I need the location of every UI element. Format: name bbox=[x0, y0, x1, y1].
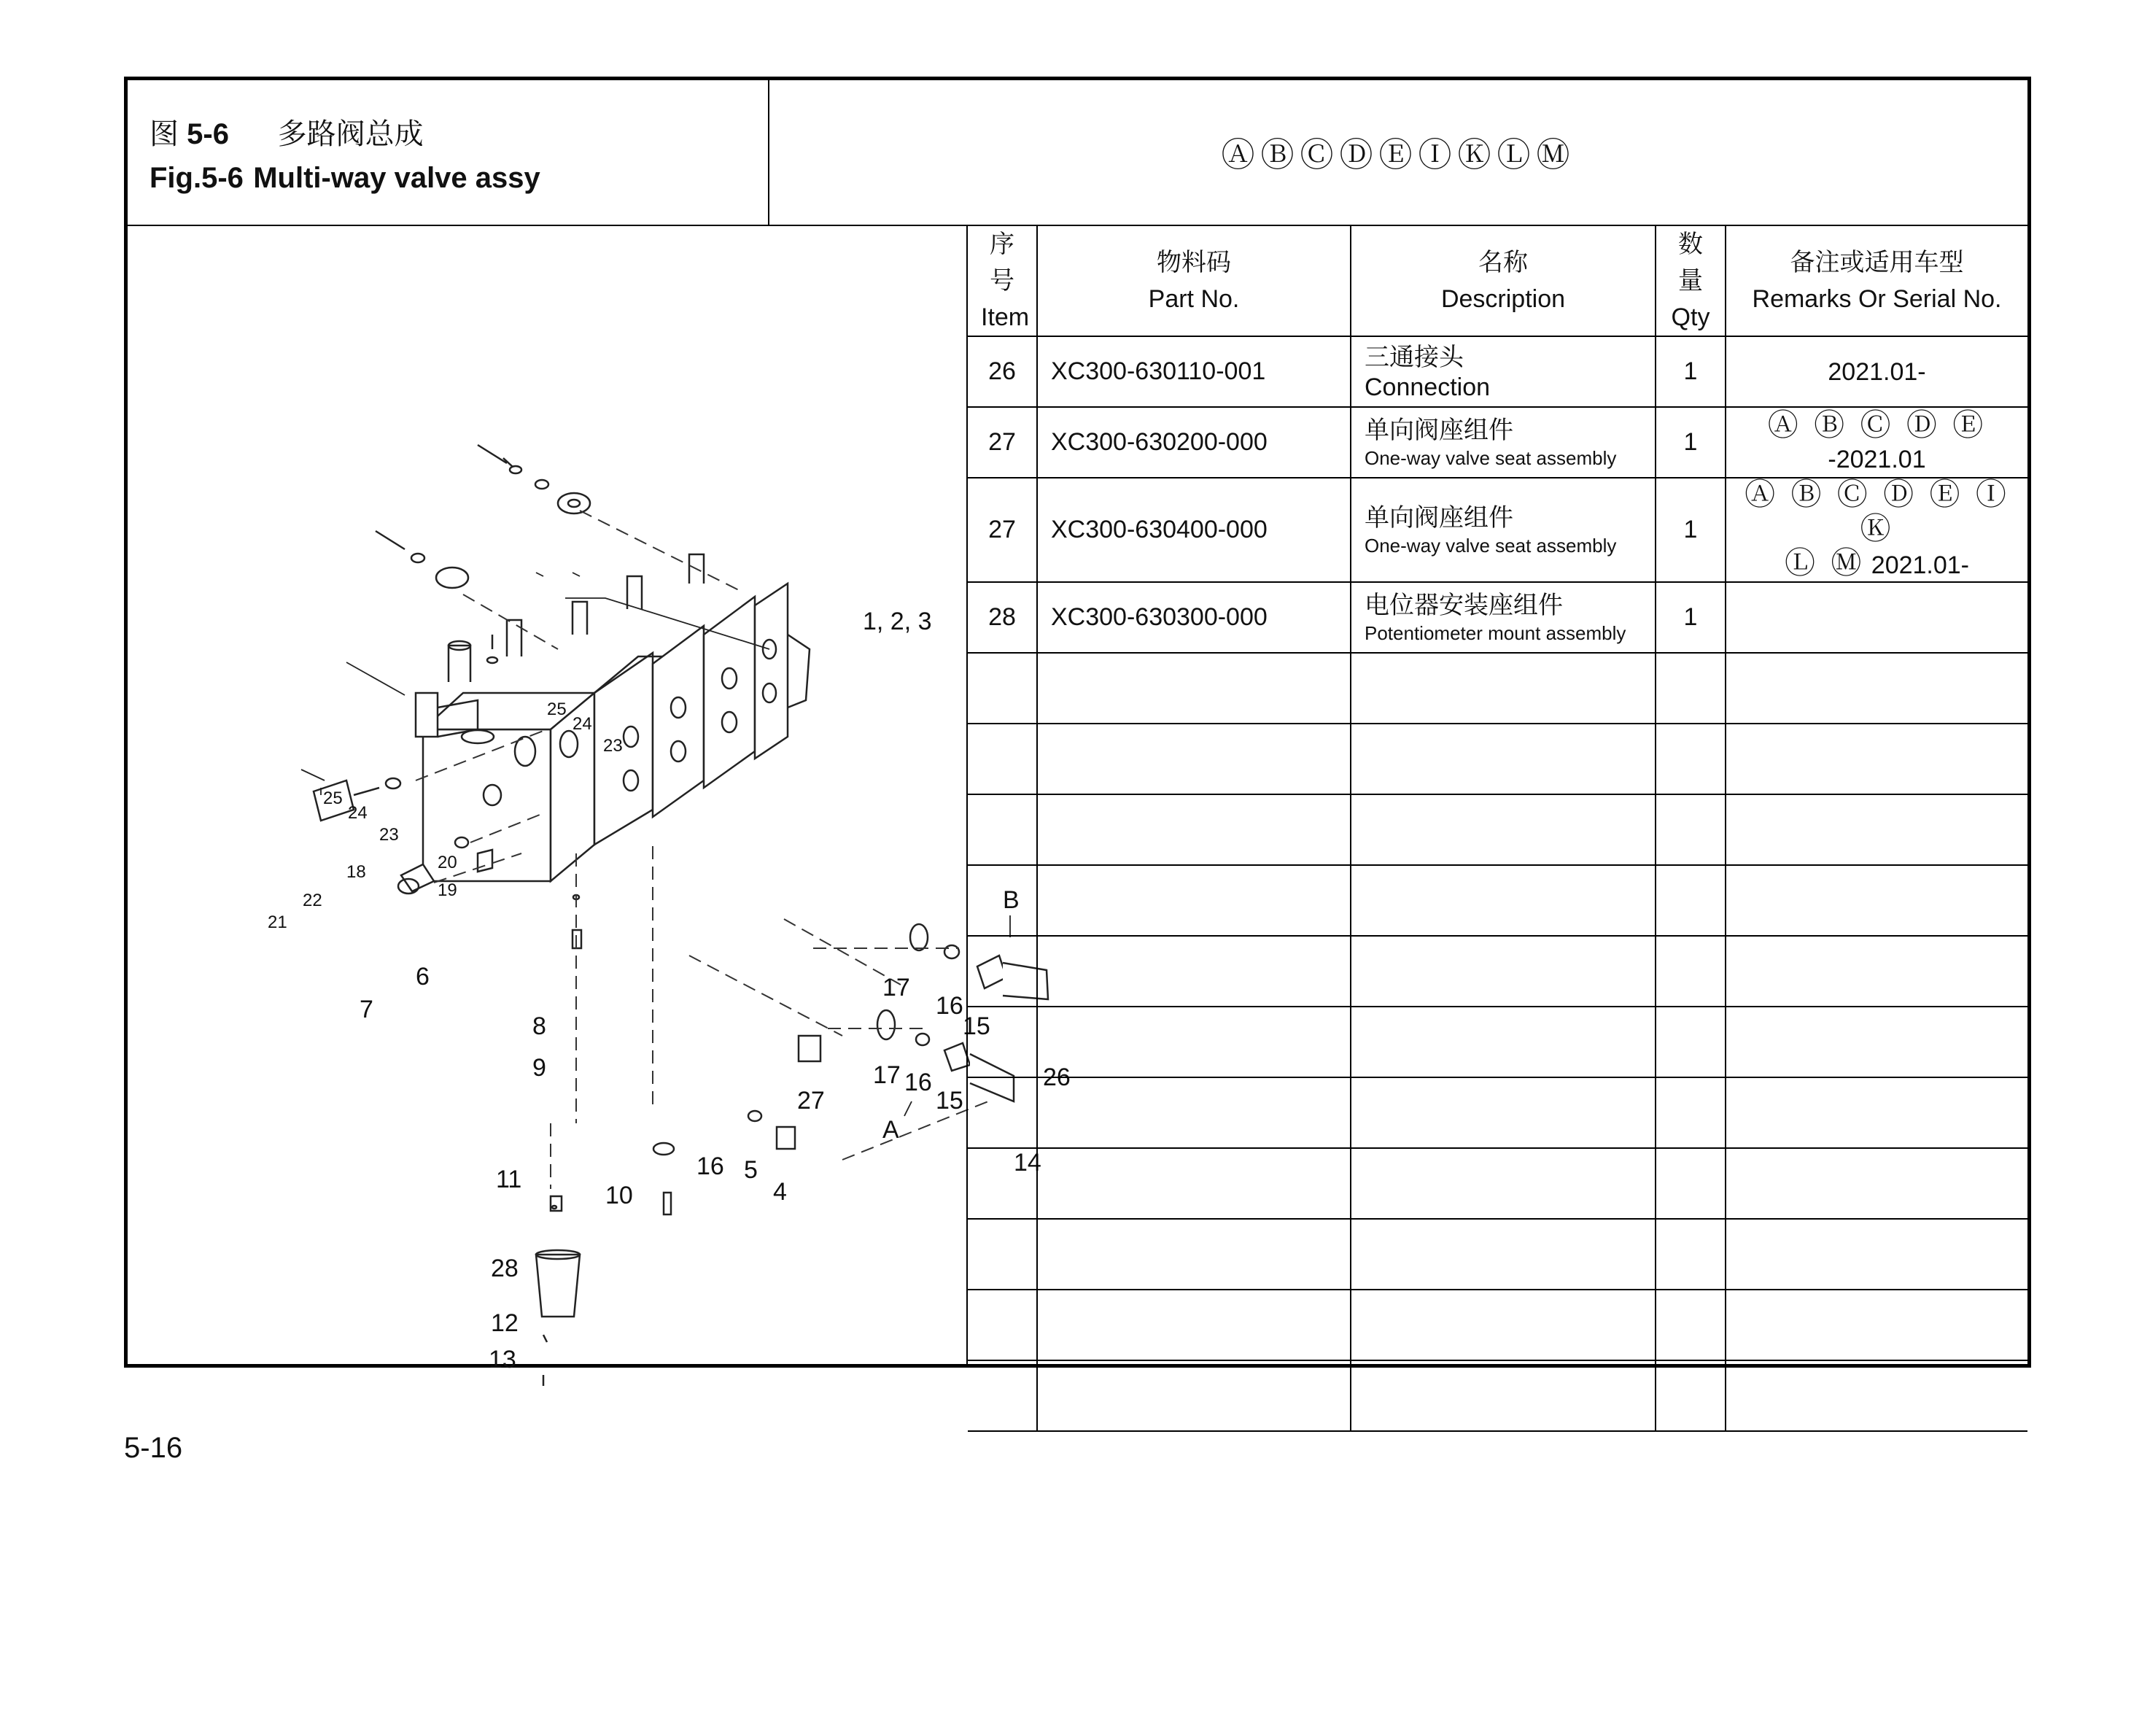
page-number: 5-16 bbox=[124, 1432, 183, 1464]
parts-table bbox=[968, 226, 2027, 1432]
callout-7: 7 bbox=[360, 996, 373, 1023]
callout-22: 22 bbox=[303, 891, 322, 910]
table-row-empty bbox=[968, 1077, 2027, 1148]
callout-6: 6 bbox=[416, 963, 430, 991]
empty-cell bbox=[1726, 653, 2027, 724]
figure-title-en-text: Multi-way valve assy bbox=[253, 162, 540, 194]
callout-18: 18 bbox=[346, 862, 366, 882]
empty-cell bbox=[1351, 1219, 1656, 1290]
table-row bbox=[968, 407, 2027, 478]
callout-B: B bbox=[1003, 886, 1020, 914]
figure-number-en: Fig.5-6 bbox=[150, 162, 244, 194]
empty-cell bbox=[1351, 794, 1656, 865]
empty-cell bbox=[1037, 794, 1351, 865]
empty-cell bbox=[968, 1077, 1037, 1148]
cell-item: 26 bbox=[968, 336, 1037, 407]
callout-11: 11 bbox=[496, 1166, 522, 1193]
table-row-empty bbox=[968, 1148, 2027, 1219]
cell-description: 电位器安装座组件 Potentiometer mount assembly bbox=[1351, 582, 1656, 653]
cell-remarks: Ⓐ Ⓑ Ⓒ Ⓓ Ⓔ -2021.01 bbox=[1726, 407, 2027, 478]
cell-qty: 1 bbox=[1656, 478, 1726, 582]
empty-cell bbox=[1726, 865, 2027, 936]
table-row-empty bbox=[968, 1290, 2027, 1360]
header-remarks: 备注或适用车型 Remarks Or Serial No. bbox=[1726, 226, 2027, 336]
empty-cell bbox=[1656, 1360, 1726, 1431]
table-row-empty bbox=[968, 653, 2027, 724]
figure-title-zh bbox=[150, 111, 424, 152]
cell-qty: 1 bbox=[1656, 407, 1726, 478]
callout-17a: 17 bbox=[882, 974, 910, 1001]
callout-10: 10 bbox=[605, 1182, 633, 1209]
empty-cell bbox=[968, 1007, 1037, 1077]
empty-cell bbox=[968, 724, 1037, 794]
callout-4: 4 bbox=[773, 1178, 787, 1206]
cell-part-no: XC300-630200-000 bbox=[1037, 407, 1351, 478]
cell-item: 27 bbox=[968, 407, 1037, 478]
callout-15a: 15 bbox=[963, 1012, 990, 1040]
callout-15b: 15 bbox=[936, 1087, 963, 1115]
header-item: 序号 Item bbox=[968, 226, 1037, 336]
empty-cell bbox=[968, 1360, 1037, 1431]
table-row-empty bbox=[968, 1007, 2027, 1077]
table-row bbox=[968, 582, 2027, 653]
figure-title-en bbox=[150, 162, 540, 195]
empty-cell bbox=[1037, 1360, 1351, 1431]
empty-cell bbox=[1351, 1290, 1656, 1360]
empty-cell bbox=[1656, 794, 1726, 865]
callout-24a: 24 bbox=[573, 714, 592, 734]
table-row bbox=[968, 336, 2027, 407]
table-row-empty bbox=[968, 865, 2027, 936]
callout-1-2-3: 1, 2, 3 bbox=[863, 608, 932, 635]
callout-27: 27 bbox=[797, 1087, 825, 1115]
cell-remarks: 2021.01- bbox=[1726, 336, 2027, 407]
cell-part-no: XC300-630110-001 bbox=[1037, 336, 1351, 407]
empty-cell bbox=[1726, 724, 2027, 794]
callout-20: 20 bbox=[438, 853, 457, 872]
table-row bbox=[968, 478, 2027, 582]
parts-list bbox=[966, 226, 2027, 1364]
empty-cell bbox=[1351, 865, 1656, 936]
empty-cell bbox=[1656, 653, 1726, 724]
empty-cell bbox=[1037, 1077, 1351, 1148]
empty-cell bbox=[968, 936, 1037, 1007]
header-description: 名称 Description bbox=[1351, 226, 1656, 336]
callout-14: 14 bbox=[1014, 1149, 1041, 1177]
empty-cell bbox=[1726, 936, 2027, 1007]
empty-cell bbox=[1351, 1360, 1656, 1431]
callout-24b: 24 bbox=[348, 803, 368, 823]
empty-cell bbox=[1037, 1290, 1351, 1360]
table-row-empty bbox=[968, 1219, 2027, 1290]
empty-cell bbox=[1351, 724, 1656, 794]
cell-qty: 1 bbox=[1656, 582, 1726, 653]
empty-cell bbox=[1656, 1077, 1726, 1148]
empty-cell bbox=[1351, 1007, 1656, 1077]
empty-cell bbox=[1037, 1219, 1351, 1290]
empty-cell bbox=[1037, 724, 1351, 794]
header-part-no: 物料码 Part No. bbox=[1037, 226, 1351, 336]
empty-cell bbox=[1726, 1219, 2027, 1290]
title-zh-prefix: 图 bbox=[150, 118, 179, 150]
callout-21: 21 bbox=[268, 912, 287, 932]
empty-cell bbox=[1726, 1007, 2027, 1077]
empty-cell bbox=[1726, 1360, 2027, 1431]
header-qty: 数量 Qty bbox=[1656, 226, 1726, 336]
empty-cell bbox=[1351, 1077, 1656, 1148]
callout-23b: 23 bbox=[379, 825, 399, 845]
empty-cell bbox=[968, 1290, 1037, 1360]
callout-28: 28 bbox=[491, 1255, 519, 1282]
figure-title-block bbox=[128, 80, 769, 226]
empty-cell bbox=[1351, 1148, 1656, 1219]
callout-16c: 16 bbox=[696, 1152, 724, 1180]
empty-cell bbox=[1037, 653, 1351, 724]
cell-remarks: Ⓐ Ⓑ Ⓒ Ⓓ Ⓔ Ⓘ Ⓚ Ⓛ Ⓜ 2021.01- bbox=[1726, 478, 2027, 582]
callout-23a: 23 bbox=[603, 736, 623, 756]
callout-26: 26 bbox=[1043, 1063, 1071, 1091]
empty-cell bbox=[1656, 1007, 1726, 1077]
empty-cell bbox=[1656, 1290, 1726, 1360]
cell-description: 三通接头 Connection bbox=[1351, 336, 1656, 407]
callout-13: 13 bbox=[489, 1346, 516, 1373]
empty-cell bbox=[968, 1219, 1037, 1290]
empty-cell bbox=[1656, 1148, 1726, 1219]
callout-25b: 25 bbox=[323, 788, 343, 808]
empty-cell bbox=[968, 794, 1037, 865]
table-row-empty bbox=[968, 936, 2027, 1007]
figure-number: 5-6 bbox=[187, 118, 229, 150]
cell-remarks bbox=[1726, 582, 2027, 653]
table-row-empty bbox=[968, 794, 2027, 865]
cell-item: 27 bbox=[968, 478, 1037, 582]
cell-item: 28 bbox=[968, 582, 1037, 653]
empty-cell bbox=[1351, 653, 1656, 724]
callout-9: 9 bbox=[532, 1054, 546, 1082]
empty-cell bbox=[1656, 865, 1726, 936]
cell-part-no: XC300-630300-000 bbox=[1037, 582, 1351, 653]
callout-25a: 25 bbox=[547, 700, 567, 719]
callout-19: 19 bbox=[438, 880, 457, 900]
empty-cell bbox=[968, 653, 1037, 724]
empty-cell bbox=[1726, 1290, 2027, 1360]
callout-A: A bbox=[882, 1116, 899, 1144]
cell-description: 单向阀座组件 One-way valve seat assembly bbox=[1351, 407, 1656, 478]
empty-rows bbox=[968, 653, 2027, 1431]
empty-cell bbox=[1037, 936, 1351, 1007]
table-row-empty bbox=[968, 724, 2027, 794]
empty-cell bbox=[1037, 1148, 1351, 1219]
empty-cell bbox=[1726, 1148, 2027, 1219]
cell-part-no: XC300-630400-000 bbox=[1037, 478, 1351, 582]
figure-frame bbox=[124, 77, 2031, 1373]
callout-5: 5 bbox=[744, 1156, 758, 1184]
empty-cell bbox=[968, 865, 1037, 936]
empty-cell bbox=[1656, 936, 1726, 1007]
callout-16a: 16 bbox=[936, 992, 963, 1020]
cell-description: 单向阀座组件 One-way valve seat assembly bbox=[1351, 478, 1656, 582]
empty-cell bbox=[1037, 1007, 1351, 1077]
empty-cell bbox=[1656, 724, 1726, 794]
callout-8: 8 bbox=[532, 1012, 546, 1040]
empty-cell bbox=[1726, 1077, 2027, 1148]
empty-cell bbox=[1656, 1219, 1726, 1290]
cell-qty: 1 bbox=[1656, 336, 1726, 407]
empty-cell bbox=[968, 1148, 1037, 1219]
figure-title-zh-text: 多路阀总成 bbox=[277, 118, 424, 150]
empty-cell bbox=[1351, 936, 1656, 1007]
callout-17b: 17 bbox=[873, 1061, 901, 1089]
empty-cell bbox=[1726, 794, 2027, 865]
variant-symbols: ⒶⒷⒸⒹⒺⒾⓀⓁⓂ bbox=[1221, 135, 1576, 174]
callout-12: 12 bbox=[491, 1309, 519, 1337]
variant-header bbox=[769, 80, 2027, 226]
table-header-row bbox=[968, 226, 2027, 336]
empty-cell bbox=[1037, 865, 1351, 936]
callout-16b: 16 bbox=[904, 1069, 932, 1096]
table-row-empty bbox=[968, 1360, 2027, 1431]
